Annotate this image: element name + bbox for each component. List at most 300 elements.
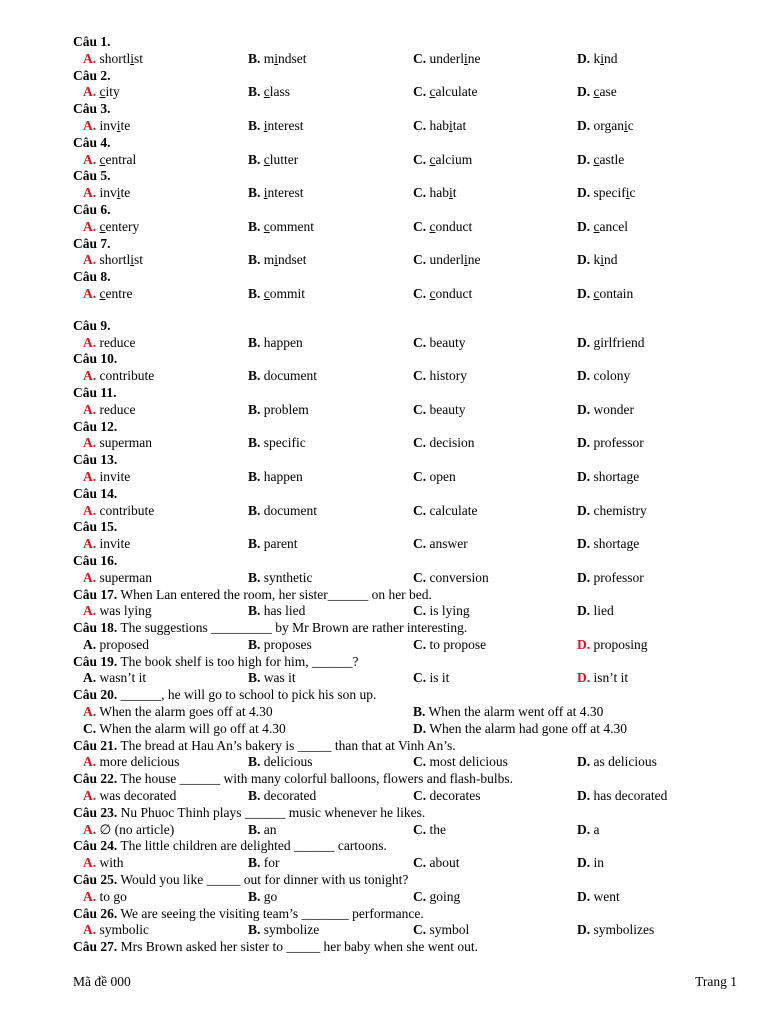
question-label: Câu 1. xyxy=(73,34,111,49)
option-d xyxy=(577,335,644,352)
option-letter: B. xyxy=(248,151,261,167)
option-text: the xyxy=(429,821,446,837)
option-text: with xyxy=(99,855,124,871)
option-text-rest: nd xyxy=(604,252,618,268)
option-letter: B. xyxy=(248,536,261,552)
option-text: was decorated xyxy=(99,788,177,804)
option-letter: B. xyxy=(248,117,261,133)
options-row xyxy=(73,536,733,553)
underlined-letter: i xyxy=(263,117,268,133)
option-letter: B. xyxy=(248,468,261,484)
underlined-letter: i xyxy=(449,185,453,201)
option-letter: A. xyxy=(83,704,97,720)
options-row xyxy=(73,570,733,587)
option-letter: D. xyxy=(577,151,591,167)
option-c xyxy=(413,469,456,486)
option-c xyxy=(413,152,472,169)
option-letter: C. xyxy=(413,218,427,234)
option-text: isn’t it xyxy=(593,670,629,686)
question-label: Câu 16. xyxy=(73,552,118,568)
option-c xyxy=(413,435,475,452)
option-text: superman xyxy=(99,435,152,451)
option-text: inv xyxy=(99,185,117,201)
question-label: Câu 8. xyxy=(73,269,111,285)
question-label: Câu 10. xyxy=(73,351,118,367)
option-letter: A. xyxy=(83,502,97,518)
underlined-letter: c xyxy=(263,84,270,100)
option-c xyxy=(413,536,468,553)
option-letter: D. xyxy=(577,285,591,301)
option-text: k xyxy=(593,252,601,268)
option-d xyxy=(577,51,618,68)
question-text: The bread at Hau An’s bakery is _____ than that at Vinh An’s. xyxy=(117,737,456,753)
option-text: problem xyxy=(263,401,309,417)
underlined-letter: i xyxy=(464,50,468,66)
option-d xyxy=(577,118,634,135)
option-letter: D. xyxy=(577,252,591,268)
option-letter: D. xyxy=(577,218,591,234)
option-text-rest: entre xyxy=(105,285,133,301)
option-text-rest: c xyxy=(627,117,634,133)
option-letter: B. xyxy=(248,754,261,770)
question-list xyxy=(73,34,733,956)
option-b xyxy=(248,185,304,202)
underlined-letter: c xyxy=(429,151,436,167)
underlined-letter: c xyxy=(593,84,600,100)
option-letter: C. xyxy=(413,84,427,100)
option-c xyxy=(413,788,480,805)
option-letter: A. xyxy=(83,401,97,417)
option-letter: C. xyxy=(413,334,427,350)
option-d xyxy=(577,219,628,236)
option-letter: B. xyxy=(248,569,261,585)
option-d xyxy=(577,402,634,419)
option-letter: D. xyxy=(577,888,591,904)
option-letter: A. xyxy=(83,368,97,384)
option-letter: C. xyxy=(413,185,427,201)
option-d xyxy=(577,435,644,452)
option-a xyxy=(83,822,174,839)
option-text: decision xyxy=(429,435,475,451)
option-d xyxy=(577,570,644,587)
option-text: wasn’t it xyxy=(99,670,147,686)
option-text: hab xyxy=(429,185,449,201)
option-text-rest: lass xyxy=(269,84,291,100)
option-text: a xyxy=(593,821,600,837)
question-stem xyxy=(73,318,733,335)
option-c xyxy=(83,721,286,738)
option-c xyxy=(413,570,489,587)
option-letter: B. xyxy=(413,704,426,720)
question-stem xyxy=(73,135,733,152)
option-text: chemistry xyxy=(593,502,647,518)
option-a xyxy=(83,922,149,939)
option-text: When the alarm had gone off at 4.30 xyxy=(429,720,627,736)
option-text: m xyxy=(263,50,275,66)
underlined-letter: i xyxy=(464,252,468,268)
option-b xyxy=(248,822,277,839)
question-label: Câu 12. xyxy=(73,418,118,434)
option-letter: A. xyxy=(83,468,97,484)
option-text: organ xyxy=(593,117,624,133)
option-letter: D. xyxy=(577,855,591,871)
option-text: symbolizes xyxy=(593,922,655,938)
option-text: underl xyxy=(429,50,464,66)
option-text: k xyxy=(593,50,601,66)
question-stem xyxy=(73,236,733,253)
underlined-letter: c xyxy=(263,285,270,301)
option-text: synthetic xyxy=(263,569,313,585)
option-d xyxy=(413,721,627,738)
option-a xyxy=(83,754,179,771)
question-stem xyxy=(73,553,733,570)
option-letter: B. xyxy=(248,636,261,652)
underlined-letter: i xyxy=(624,117,628,133)
option-letter: A. xyxy=(83,50,97,66)
option-letter: D. xyxy=(577,788,591,804)
option-d xyxy=(577,252,618,269)
option-letter: A. xyxy=(83,84,97,100)
option-letter: C. xyxy=(83,720,97,736)
option-text: beauty xyxy=(429,401,466,417)
option-text: open xyxy=(429,468,456,484)
underlined-letter: c xyxy=(593,285,600,301)
option-letter: B. xyxy=(248,821,261,837)
option-text-rest: nd xyxy=(604,50,618,66)
options-row xyxy=(73,84,733,101)
options-row xyxy=(73,855,733,872)
option-letter: D. xyxy=(577,569,591,585)
underlined-letter: c xyxy=(429,285,436,301)
option-a xyxy=(83,670,146,687)
option-text: happen xyxy=(263,334,303,350)
option-b xyxy=(248,469,303,486)
option-text: symbolic xyxy=(99,922,149,938)
option-text: contribute xyxy=(99,368,155,384)
question-label: Câu 5. xyxy=(73,168,111,184)
option-letter: C. xyxy=(413,117,427,133)
option-c xyxy=(413,368,467,385)
question-text: The house ______ with many colorful balloons, flowers and flash-bulbs. xyxy=(117,771,513,787)
option-a xyxy=(83,637,149,654)
option-letter: D. xyxy=(577,334,591,350)
option-c xyxy=(413,754,508,771)
underlined-letter: c xyxy=(99,285,106,301)
option-text-rest: ommit xyxy=(269,285,306,301)
options-row xyxy=(73,219,733,236)
question-stem xyxy=(73,906,733,923)
option-c xyxy=(413,118,466,135)
underlined-letter: c xyxy=(99,151,106,167)
options-row xyxy=(73,603,733,620)
page-number: Trang 1 xyxy=(695,974,737,989)
option-text-rest: ndset xyxy=(278,50,307,66)
option-letter: C. xyxy=(413,569,427,585)
option-letter: D. xyxy=(577,636,591,652)
option-letter: A. xyxy=(83,821,97,837)
option-letter: B. xyxy=(248,788,261,804)
option-text: contribute xyxy=(99,502,155,518)
option-letter: C. xyxy=(413,603,427,619)
option-letter: C. xyxy=(413,468,427,484)
option-b xyxy=(248,118,304,135)
option-text: symbolize xyxy=(263,922,320,938)
option-text: girlfriend xyxy=(593,334,645,350)
option-text: decorates xyxy=(429,788,481,804)
option-letter: D. xyxy=(577,603,591,619)
option-text: decorated xyxy=(263,788,317,804)
underlined-letter: i xyxy=(130,50,135,66)
option-text: specif xyxy=(593,185,626,201)
option-letter: A. xyxy=(83,334,97,350)
options-row xyxy=(73,152,733,169)
option-text: invite xyxy=(99,468,131,484)
underlined-letter: c xyxy=(99,84,106,100)
question-text: The little children are delighted ______ cartoons. xyxy=(117,838,387,854)
option-c xyxy=(413,252,481,269)
option-letter: B. xyxy=(248,502,261,518)
option-text-rest: astle xyxy=(599,151,625,167)
option-text: shortl xyxy=(99,50,131,66)
option-text: went xyxy=(593,888,620,904)
option-text: delicious xyxy=(263,754,313,770)
underlined-letter: i xyxy=(625,185,630,201)
option-text: in xyxy=(593,855,605,871)
options-row xyxy=(73,922,733,939)
option-letter: A. xyxy=(83,536,97,552)
option-text: most delicious xyxy=(429,754,508,770)
question-text: Nu Phuoc Thinh plays ______ music whenever he likes. xyxy=(117,804,426,820)
option-letter: D. xyxy=(577,84,591,100)
option-text: lied xyxy=(593,603,614,619)
option-text: proposes xyxy=(263,636,312,652)
option-letter: D. xyxy=(577,117,591,133)
option-text: history xyxy=(429,368,468,384)
option-letter: B. xyxy=(248,401,261,417)
option-letter: B. xyxy=(248,435,261,451)
option-text: to go xyxy=(99,888,127,904)
option-b xyxy=(248,84,290,101)
option-d xyxy=(577,368,630,385)
question-label: Câu 6. xyxy=(73,201,111,217)
option-text-rest: ne xyxy=(467,50,481,66)
option-a xyxy=(83,704,273,721)
option-c xyxy=(413,637,486,654)
option-letter: D. xyxy=(577,468,591,484)
question-stem xyxy=(73,419,733,436)
option-letter: B. xyxy=(248,334,261,350)
option-d xyxy=(577,286,633,303)
option-letter: D. xyxy=(577,821,591,837)
option-a xyxy=(83,335,135,352)
option-text: invite xyxy=(99,536,131,552)
option-a xyxy=(83,185,130,202)
option-text: beauty xyxy=(429,334,466,350)
option-text: about xyxy=(429,855,460,871)
question-label: Câu 27. xyxy=(73,939,118,955)
option-a xyxy=(83,286,132,303)
option-letter: B. xyxy=(248,603,261,619)
option-b xyxy=(248,219,314,236)
option-text: ∅ (no article) xyxy=(99,821,175,837)
option-letter: C. xyxy=(413,502,427,518)
option-text: shortage xyxy=(593,536,640,552)
option-letter: C. xyxy=(413,670,427,686)
option-text: was it xyxy=(263,670,296,686)
option-text: symbol xyxy=(429,922,470,938)
option-text: inv xyxy=(99,117,117,133)
option-text: proposed xyxy=(99,636,149,652)
option-b xyxy=(248,335,303,352)
option-letter: A. xyxy=(83,435,97,451)
option-text-rest: entery xyxy=(105,218,140,234)
option-text-rest: ndset xyxy=(278,252,307,268)
option-b xyxy=(248,435,306,452)
option-d xyxy=(577,788,667,805)
option-text: was lying xyxy=(99,603,152,619)
option-c xyxy=(413,84,477,101)
option-a xyxy=(83,152,136,169)
option-letter: C. xyxy=(413,435,427,451)
option-text: document xyxy=(263,502,318,518)
underlined-letter: c xyxy=(593,218,600,234)
option-text: superman xyxy=(99,569,152,585)
question-stem xyxy=(73,269,733,286)
underlined-letter: i xyxy=(449,117,453,133)
option-c xyxy=(413,889,460,906)
option-text: proposing xyxy=(593,636,648,652)
underlined-letter: c xyxy=(99,218,106,234)
question-label: Câu 23. xyxy=(73,804,118,820)
question-stem xyxy=(73,872,733,889)
option-letter: A. xyxy=(83,636,97,652)
option-letter: A. xyxy=(83,117,97,133)
options-row xyxy=(73,469,733,486)
option-letter: A. xyxy=(83,252,97,268)
option-text: reduce xyxy=(99,334,136,350)
option-b xyxy=(248,855,280,872)
option-text-rest: alcium xyxy=(435,151,473,167)
option-b xyxy=(248,788,316,805)
option-letter: D. xyxy=(577,368,591,384)
question-stem xyxy=(73,168,733,185)
option-c xyxy=(413,503,477,520)
option-text: parent xyxy=(263,536,298,552)
option-text: When the alarm will go off at 4.30 xyxy=(99,720,286,736)
option-letter: C. xyxy=(413,855,427,871)
spacer xyxy=(73,303,733,318)
option-d xyxy=(577,536,639,553)
option-letter: C. xyxy=(413,788,427,804)
option-c xyxy=(413,670,449,687)
question-text: The book shelf is too high for him, ______? xyxy=(117,653,359,669)
option-text: has lied xyxy=(263,603,306,619)
question-label: Câu 21. xyxy=(73,737,118,753)
option-letter: D. xyxy=(577,502,591,518)
question-label: Câu 14. xyxy=(73,485,118,501)
option-letter: B. xyxy=(248,888,261,904)
option-text-rest: c xyxy=(629,185,636,201)
question-label: Câu 20. xyxy=(73,687,118,703)
options-row xyxy=(73,670,733,687)
option-b xyxy=(248,402,309,419)
option-d xyxy=(577,822,600,839)
underlined-letter: i xyxy=(116,117,121,133)
option-text: reduce xyxy=(99,401,136,417)
option-text: going xyxy=(429,888,461,904)
option-c xyxy=(413,219,472,236)
option-c xyxy=(413,603,470,620)
option-text: to propose xyxy=(429,636,487,652)
option-a xyxy=(83,603,152,620)
option-text: answer xyxy=(429,536,468,552)
question-label: Câu 11. xyxy=(73,384,117,400)
option-d xyxy=(577,503,647,520)
question-stem xyxy=(73,805,733,822)
underlined-letter: c xyxy=(429,218,436,234)
option-letter: A. xyxy=(83,285,97,301)
option-a xyxy=(83,889,127,906)
question-stem xyxy=(73,202,733,219)
option-text-rest: onduct xyxy=(435,285,473,301)
options-row xyxy=(73,286,733,303)
exam-code: Mã đề 000 xyxy=(73,974,131,989)
option-letter: D. xyxy=(577,185,591,201)
option-letter: A. xyxy=(83,754,97,770)
option-letter: B. xyxy=(248,368,261,384)
question-stem xyxy=(73,486,733,503)
option-text: more delicious xyxy=(99,754,180,770)
underlined-letter: c xyxy=(593,151,600,167)
question-label: Câu 22. xyxy=(73,771,118,787)
underlined-letter: i xyxy=(274,50,279,66)
option-b xyxy=(248,503,317,520)
option-letter: D. xyxy=(577,50,591,66)
option-d xyxy=(577,670,628,687)
option-text: When the alarm went off at 4.30 xyxy=(428,704,604,720)
question-text: We are seeing the visiting team’s _______ performance. xyxy=(117,905,424,921)
option-d xyxy=(577,84,617,101)
question-stem xyxy=(73,620,733,637)
question-label: Câu 24. xyxy=(73,838,118,854)
option-b xyxy=(248,51,307,68)
option-text: is it xyxy=(429,670,450,686)
underlined-letter: i xyxy=(600,50,605,66)
question-stem xyxy=(73,34,733,51)
underlined-letter: c xyxy=(429,84,436,100)
option-b xyxy=(248,152,298,169)
option-text: happen xyxy=(263,468,303,484)
option-text: When the alarm goes off at 4.30 xyxy=(99,704,273,720)
option-letter: B. xyxy=(248,50,261,66)
option-letter: D. xyxy=(577,754,591,770)
options-row xyxy=(73,185,733,202)
question-label: Câu 18. xyxy=(73,620,118,636)
question-label: Câu 15. xyxy=(73,519,118,535)
question-stem xyxy=(73,738,733,755)
question-label: Câu 25. xyxy=(73,872,118,888)
option-c xyxy=(413,402,466,419)
option-a xyxy=(83,368,154,385)
question-text: Would you like _____ out for dinner with us tonight? xyxy=(117,872,409,888)
option-letter: A. xyxy=(83,569,97,585)
option-letter: A. xyxy=(83,788,97,804)
option-text-rest: ase xyxy=(599,84,617,100)
option-b xyxy=(248,889,277,906)
option-b xyxy=(248,670,296,687)
option-letter: A. xyxy=(83,888,97,904)
option-text-rest: lutter xyxy=(269,151,299,167)
